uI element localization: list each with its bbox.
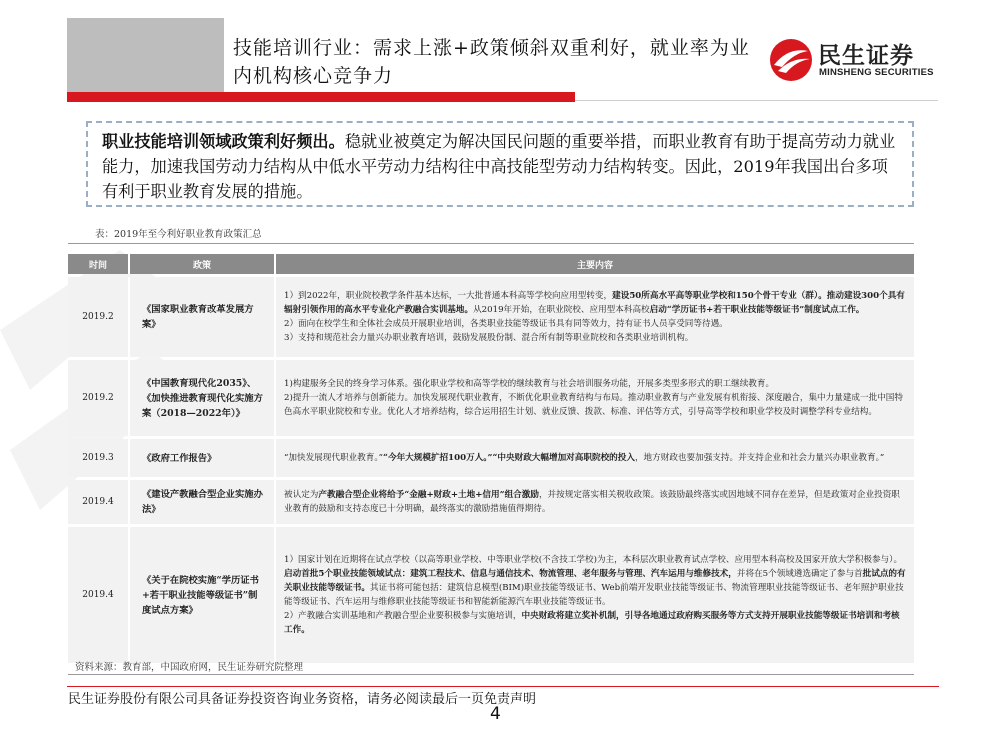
footer-rule bbox=[67, 686, 939, 687]
header-grey-block bbox=[67, 18, 224, 102]
header-policy: 政策 bbox=[130, 254, 276, 274]
page-number: 4 bbox=[490, 704, 501, 724]
header-time: 时间 bbox=[68, 254, 130, 274]
cell-content bbox=[276, 277, 914, 357]
content-text: ，地方财政也要加强支持。并支持企业和社会力量兴办职业教育。” bbox=[634, 453, 885, 463]
content-text: “加快发展现代职业教育。” bbox=[284, 453, 384, 463]
cell-policy: 《中国教育现代化2035》、《加快推进教育现代化实施方案（2018—2022年）》 bbox=[130, 360, 276, 436]
content-text: 2）产教融合实训基地和产教融合型企业要积极参与实施培训， bbox=[284, 611, 522, 621]
content-text: 被认定为 bbox=[284, 490, 319, 500]
intro-box bbox=[86, 121, 914, 207]
cell-time: 2019.2 bbox=[68, 360, 130, 436]
content-emphasis: 启动首批5个职业技能领域试点：建筑工程技术、信息与通信技术、物流管理、老年服务与管理、汽车运用与维修技术， bbox=[284, 569, 737, 579]
content-text: 1）国家计划在近期将在试点学校（以高等职业学校、中等职业学校(不含技工学校)为主，本科层次职业教育试点学校、应用型本科高校及国家开放大学积极参与）。 bbox=[284, 555, 903, 565]
content-text: 2)提升一流人才培养与创新能力。加快发展现代职业教育，不断优化职业教育结构与布局。推动职业教育与产业发展有机衔接、深度融合，集中力量建成一批中国特色高水平职业院校和专业。优化人才培养结构，综合运用招生计划、就业反馈、拨款、标准、评估等方式，引导高等学校和职业学校及时调整学科专业结构。 bbox=[284, 393, 903, 417]
source-rule bbox=[68, 674, 914, 675]
content-emphasis: 中央财政将建立奖补机制，引导各地通过政府购买服务等方式支持开展职业技能等级证书培训和考核工作。 bbox=[284, 611, 900, 635]
content-paragraph bbox=[284, 317, 906, 331]
brand-name-en: MINSHENG SECURITIES bbox=[819, 67, 934, 78]
content-emphasis: 启动“学历证书+若干职业技能等级证书”制度试点工作。 bbox=[649, 305, 865, 315]
table-row bbox=[68, 527, 914, 663]
brand-logo bbox=[768, 37, 948, 83]
table-header-row bbox=[68, 254, 914, 274]
cell-content bbox=[276, 360, 914, 436]
cell-time: 2019.4 bbox=[68, 480, 130, 524]
cell-content bbox=[276, 439, 914, 477]
content-emphasis: 产教融合型企业将给予“金融+财政+土地+信用”组合激励 bbox=[318, 490, 539, 500]
table-source: 资料来源：教育部，中国政府网，民生证券研究院整理 bbox=[75, 662, 304, 673]
cell-time: 2019.4 bbox=[68, 527, 130, 663]
cell-time: 2019.2 bbox=[68, 277, 130, 357]
content-text: 并将在5个领域遴选确定了参与首 bbox=[736, 569, 863, 579]
cell-content bbox=[276, 480, 914, 524]
content-paragraph bbox=[284, 488, 906, 516]
cell-policy: 《建设产教融合型企业实施办法》 bbox=[130, 480, 276, 524]
content-text: 1)构建服务全民的终身学习体系。强化职业学校和高等学校的继续教育与社会培训服务功能，开展多类型多形式的职工继续教育。 bbox=[284, 379, 775, 389]
cell-time: 2019.3 bbox=[68, 439, 130, 477]
cell-policy: 《政府工作报告》 bbox=[130, 439, 276, 477]
content-paragraph bbox=[284, 451, 906, 465]
content-text: 3）支持和规范社会力量兴办职业教育培训，鼓励发展股份制、混合所有制等职业院校和各类职业培训机构。 bbox=[284, 333, 694, 343]
content-paragraph bbox=[284, 289, 906, 317]
content-paragraph bbox=[284, 553, 906, 609]
cell-policy: 《国家职业教育改革发展方案》 bbox=[130, 277, 276, 357]
content-emphasis: 建设50所高水平高等职业学校和150个骨干专业（群）。推动建设300个具有辐射引领作用的高水平专业化产教融合实训基地。 bbox=[284, 291, 905, 315]
content-paragraph bbox=[284, 331, 906, 345]
caption-rule bbox=[68, 243, 914, 244]
content-paragraph bbox=[284, 377, 906, 391]
cell-content bbox=[276, 527, 914, 663]
content-text: 2）面向在校学生和全体社会成员开展职业培训，各类职业技能等级证书具有同等效力，持有证书人员享受同等待遇。 bbox=[284, 319, 728, 329]
policy-table bbox=[68, 251, 914, 666]
content-paragraph bbox=[284, 391, 906, 419]
header-content: 主要内容 bbox=[276, 254, 914, 274]
header-red-bar bbox=[67, 92, 575, 102]
table-row bbox=[68, 480, 914, 524]
intro-text: 稳就业被奠定为解决国民问题的重要举措，而职业教育有助于提高劳动力就业能力，加速我国劳动力结构从中低水平劳动力结构往中高技能型劳动力结构转变。因此，2019年我国出台多项有利于职业教育发展的措施。 bbox=[102, 132, 896, 201]
brand-name-cn: 民生证券 bbox=[818, 43, 914, 69]
content-text: 其证书将可能包括：建筑信息模型(BIM)职业技能等级证书、Web前端开发职业技能等级证书、物流管理职业技能等级证书、老年照护职业技能等级证书、汽车运用与维修职业技能等级证书和智能新能源汽车职业技能等级证书。 bbox=[284, 583, 904, 607]
cell-policy: 《关于在院校实施“学历证书+若干职业技能等级证书”制度试点方案》 bbox=[130, 527, 276, 663]
table-row bbox=[68, 360, 914, 436]
content-paragraph bbox=[284, 609, 906, 637]
table-row bbox=[68, 277, 914, 357]
table-row bbox=[68, 439, 914, 477]
header-divider bbox=[575, 100, 938, 101]
table-caption: 表：2019年至今利好职业教育政策汇总 bbox=[95, 229, 262, 240]
page-title: 技能培训行业：需求上涨+政策倾斜双重利好，就业率为业内机构核心竞争力 bbox=[233, 37, 750, 87]
content-text: 1）到2022年，职业院校教学条件基本达标，一大批普通本科高等学校向应用型转变， bbox=[284, 291, 613, 301]
content-text: ，并按规定落实相关税收政策。该鼓励最终落实或因地域不同存在差异，但是政策对企业投资职业教育的鼓励和支持态度已十分明确，最终落实的激励措施值得期待。 bbox=[284, 490, 900, 514]
footer-disclaimer: 民生证券股份有限公司具备证券投资咨询业务资格，请务必阅读最后一页免责声明 bbox=[68, 692, 537, 707]
content-emphasis: 批试点的有关职业技能等级证书。 bbox=[284, 569, 906, 593]
content-emphasis: “今年大规模扩招100万人。”“中央财政大幅增加对高职院校的投入 bbox=[383, 453, 635, 463]
content-text: 从2019年开始，在职业院校、应用型本科高校 bbox=[473, 305, 650, 315]
intro-lead: 职业技能培训领域政策利好频出。 bbox=[102, 132, 345, 151]
minsheng-logo-icon bbox=[768, 37, 814, 83]
